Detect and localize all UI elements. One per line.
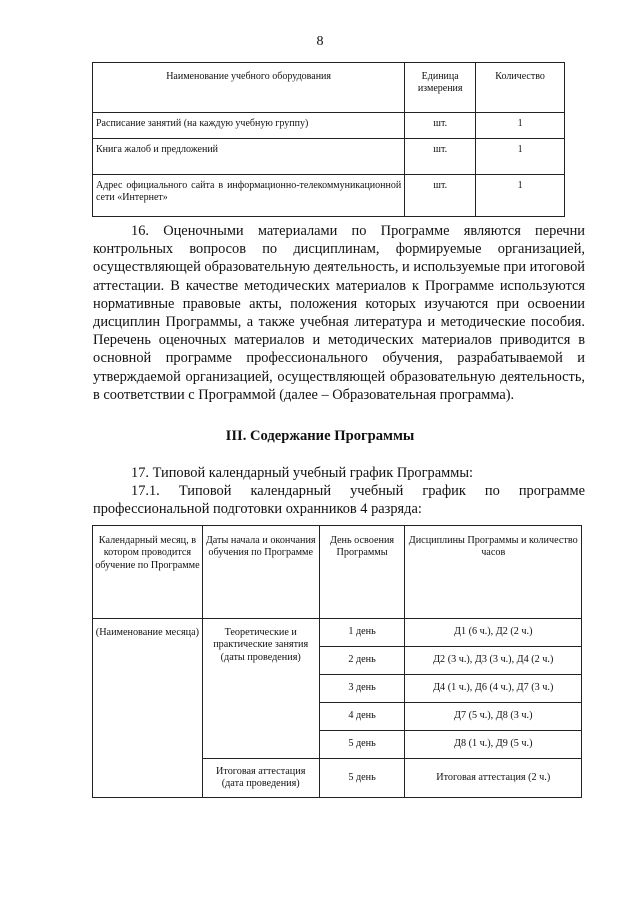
paragraph-17 xyxy=(93,464,585,482)
header-quantity: Количество xyxy=(476,63,565,113)
unit-cell: шт. xyxy=(405,175,476,217)
disciplines-cell: Д7 (5 ч.), Д8 (3 ч.) xyxy=(405,703,582,731)
paragraph-16 xyxy=(93,222,585,404)
table-row xyxy=(93,175,565,217)
equipment-table xyxy=(92,62,565,217)
table-row xyxy=(93,113,565,139)
paragraph-17-1-text: 17.1. Типовой календарный учебный график по программе профессиональной подготовки охранников 4 разряда: xyxy=(93,483,585,518)
disciplines-cell: Д1 (6 ч.), Д2 (2 ч.) xyxy=(405,619,582,647)
disciplines-cell: Д4 (1 ч.), Д6 (4 ч.), Д7 (3 ч.) xyxy=(405,675,582,703)
header-unit: Единица измерения xyxy=(405,63,476,113)
unit-cell: шт. xyxy=(405,139,476,175)
header-month: Календарный месяц, в котором проводится обучение по Программе xyxy=(93,526,203,619)
day-cell: 1 день xyxy=(319,619,405,647)
table-header-row xyxy=(93,526,582,619)
schedule-table xyxy=(92,525,582,798)
header-disciplines: Дисциплины Программы и количество часов xyxy=(405,526,582,619)
quantity-cell: 1 xyxy=(476,139,565,175)
unit-cell: шт. xyxy=(405,113,476,139)
header-day: День освоения Программы xyxy=(319,526,405,619)
day-cell: 3 день xyxy=(319,675,405,703)
day-cell: 4 день xyxy=(319,703,405,731)
disciplines-cell: Д8 (1 ч.), Д9 (5 ч.) xyxy=(405,731,582,759)
paragraph-17-1 xyxy=(93,482,585,518)
month-cell: (Наименование месяца) xyxy=(93,619,203,798)
header-dates: Даты начала и окончания обучения по Программе xyxy=(202,526,319,619)
table-row xyxy=(93,619,582,647)
paragraph-17-text: 17. Типовой календарный учебный график Программы: xyxy=(131,465,473,481)
equipment-name-cell: Книга жалоб и предложений xyxy=(93,139,405,175)
final-day-cell: 5 день xyxy=(319,759,405,798)
disciplines-cell: Д2 (3 ч.), Д3 (3 ч.), Д4 (2 ч.) xyxy=(405,647,582,675)
equipment-name-cell: Расписание занятий (на каждую учебную группу) xyxy=(93,113,405,139)
day-cell: 2 день xyxy=(319,647,405,675)
theory-cell: Теоретические и практические занятия (даты проведения) xyxy=(202,619,319,759)
paragraph-16-text: 16. Оценочными материалами по Программе являются перечни контрольных вопросов по дисциплинам, формируемые организацией, осуществляющей образовательную деятельность, и используемые при итоговой аттестации. В качестве методических материалов к Программе используются нормативные правовые акты, положения которых изучаются при освоении дисциплин Программы, а также учебная литература и методические пособия. Перечень оценочных материалов и методических материалов приводится в основной программе профессионального обучения, разрабатываемой и утверждаемой организацией, осуществляющей образовательную деятельность, в соответствии с Программой (далее – Образовательная программа). xyxy=(93,223,585,403)
day-cell: 5 день xyxy=(319,731,405,759)
table-row xyxy=(93,139,565,175)
quantity-cell: 1 xyxy=(476,175,565,217)
final-disciplines-cell: Итоговая аттестация (2 ч.) xyxy=(405,759,582,798)
final-attestation-dates-cell: Итоговая аттестация (дата проведения) xyxy=(202,759,319,798)
table-header-row xyxy=(93,63,565,113)
section-heading: III. Содержание Программы xyxy=(225,428,415,444)
quantity-cell: 1 xyxy=(476,113,565,139)
page-number: 8 xyxy=(316,34,324,49)
equipment-name-cell: Адрес официального сайта в информационно-телекоммуникационной сети «Интернет» xyxy=(93,175,405,217)
header-equipment-name: Наименование учебного оборудования xyxy=(93,63,405,113)
